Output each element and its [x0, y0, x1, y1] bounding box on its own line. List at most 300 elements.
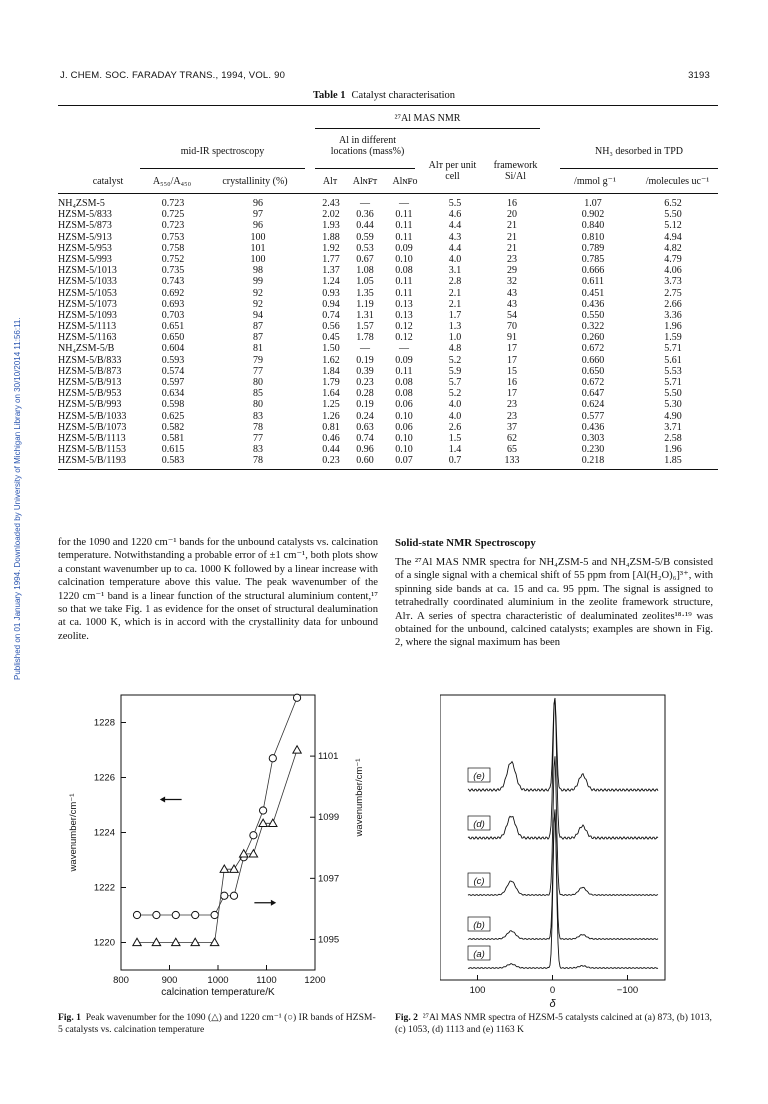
nmr-group-rule: [315, 128, 540, 129]
table-cell: 1.24: [322, 276, 340, 288]
x-tick-label: 1100: [256, 975, 277, 986]
table-cell: 0.723: [161, 198, 185, 209]
table-cell: HZSM-5/B/993: [58, 399, 122, 411]
journal-header: J. CHEM. SOC. FARADAY TRANS., 1994, VOL. 90: [60, 70, 286, 81]
table-cell: 1.4: [448, 444, 462, 456]
figure-2-caption: [395, 1012, 715, 1035]
table-cell: 77: [253, 432, 263, 444]
table-row: [58, 288, 718, 299]
table-cell: 0.28: [356, 388, 374, 400]
table-row: [58, 254, 718, 265]
table-cell: 29: [507, 265, 517, 277]
x-tick-label: 900: [161, 975, 178, 986]
table-cell: NH₄ZSM-5/B: [58, 343, 115, 355]
table-cell: 20: [507, 209, 517, 221]
table-cell: 0.10: [395, 253, 413, 265]
table-cell: HZSM-5/873: [58, 220, 112, 232]
table-cell: 85: [253, 388, 263, 400]
circle-point: [133, 911, 140, 918]
nmr-spectrum-d: [468, 698, 658, 839]
table-cell: 2.43: [322, 198, 340, 209]
table-row: [58, 243, 718, 254]
table-cell: 0.81: [322, 421, 340, 433]
y-right-axis-label: wavenumber/cm⁻¹: [354, 758, 365, 837]
col-header-mmol: /mmol g⁻¹: [574, 176, 616, 187]
table-cell: 17: [507, 354, 517, 366]
triangle-point: [293, 746, 301, 753]
circle-point: [221, 892, 228, 899]
table-cell: 4.4: [448, 220, 462, 232]
delta-axis-label: δ: [549, 998, 556, 1010]
table-cell: 5.50: [664, 209, 682, 221]
table-cell: 0.647: [581, 388, 605, 400]
table-cell: 4.0: [448, 253, 462, 265]
table-cell: 37: [507, 421, 517, 433]
table-cell: 1.79: [322, 377, 340, 388]
table-cell: 98: [253, 265, 263, 277]
col-header-absorbance: A₅₅₀/A₄₅₀: [152, 176, 192, 187]
table-cell: 2.02: [322, 209, 340, 221]
table-cell: 101: [250, 242, 266, 254]
table-cell: 15: [507, 365, 517, 377]
table-top-rule: [58, 105, 718, 106]
table-cell: 0.902: [581, 209, 605, 221]
table-cell: 0.574: [161, 365, 185, 377]
table-cell: 94: [253, 309, 263, 321]
table-row: [58, 366, 718, 377]
table-row: [58, 310, 718, 321]
table-cell: 0.577: [581, 410, 605, 422]
circle-point: [250, 832, 257, 839]
table-cell: 133: [504, 455, 520, 467]
table-cell: 5.5: [448, 198, 462, 209]
table-cell: 0.582: [161, 421, 185, 433]
table-cell: 0.60: [356, 455, 374, 467]
table-cell: 2.6: [448, 421, 462, 433]
table-cell: 0.611: [581, 276, 605, 288]
table-row: [58, 355, 718, 366]
al-locations-rule: [315, 168, 415, 169]
y-left-axis-label: wavenumber/cm⁻¹: [68, 793, 79, 872]
table-cell: 78: [253, 455, 263, 467]
fig2-label: Fig. 2: [395, 1012, 418, 1023]
al-locations-header: Al in different locations (mass%): [330, 135, 405, 157]
y-right-tick-label: 1097: [318, 873, 340, 885]
table-cell: 17: [507, 388, 517, 400]
table-cell: 16: [507, 377, 517, 388]
triangle-point: [172, 938, 180, 945]
table-row: [58, 422, 718, 433]
table-cell: 1.50: [322, 343, 340, 355]
table-cell: 0.13: [395, 309, 413, 321]
table-cell: 5.71: [664, 377, 682, 388]
x-tick-label: 1000: [207, 975, 229, 986]
x-tick-label: 1200: [304, 975, 326, 986]
table-cell: 1.96: [664, 444, 682, 456]
table-cell: 1.31: [356, 309, 374, 321]
table-cell: 3.71: [664, 421, 682, 433]
table-cell: 1.88: [322, 231, 340, 243]
table-cell: 1.05: [356, 276, 374, 288]
table-cell: HZSM-5/953: [58, 242, 112, 254]
table-cell: HZSM-5/B/913: [58, 377, 122, 388]
table-cell: 0.723: [161, 220, 185, 232]
table-cell: 2.75: [664, 287, 682, 299]
table-cell: HZSM-5/1093: [58, 309, 117, 321]
table-cell: 0.625: [161, 410, 185, 422]
table-cell: 1.19: [356, 298, 374, 310]
table-row: [58, 455, 718, 466]
spectrum-label: (e): [473, 771, 485, 782]
table-title: Catalyst characterisation: [351, 90, 456, 101]
table-label: Table 1: [312, 90, 346, 101]
y-left-tick-label: 1222: [93, 882, 115, 894]
col-header-catalyst: catalyst: [92, 176, 124, 187]
table-cell: 5.7: [448, 377, 462, 388]
table-cell: 0.666: [581, 265, 605, 277]
table-cell: 4.90: [664, 410, 682, 422]
table-cell: 0.36: [356, 209, 374, 221]
table-cell: 0.24: [356, 410, 374, 422]
table-cell: 0.63: [356, 421, 374, 433]
table-cell: 0.703: [161, 309, 185, 321]
table-cell: —: [399, 343, 409, 355]
figure-1-chart: [58, 690, 378, 1010]
right-axis-arrowhead: [271, 900, 276, 906]
table-cell: 0.74: [356, 432, 374, 444]
nmr-group-header: ²⁷Al MAS NMR: [394, 113, 461, 124]
table-cell: 0.96: [356, 444, 374, 456]
nmr-spectrum-c: [468, 756, 658, 895]
table-cell: 4.82: [664, 242, 682, 254]
table-cell: 3.1: [448, 265, 462, 277]
spectrum-label: (a): [473, 949, 485, 960]
table-cell: 1.7: [448, 309, 462, 321]
table-cell: HZSM-5/B/1193: [58, 455, 126, 467]
table-cell: 62: [507, 432, 517, 444]
table-cell: 5.53: [664, 365, 682, 377]
framework-header: framework Si/Al: [493, 160, 538, 182]
left-paragraph: for the 1090 and 1220 cm⁻¹ bands for the unbound catalysts vs. calcination temperature. Notwithstanding a probable error of ±1 cm⁻¹, both plots show a constant wavenumber up to ca. 1000 K followed by a linear increase with calcination temperature above this value. The peak wavenumber of the 1220 cm⁻¹ band is a linear function of the structural aluminium content,¹⁷ so that we take Fig. 1 as evidence for the onset of structural dealumination at ca. 1000 K, which is in accord with the crystallinity data for unbound zeolite.: [58, 537, 378, 642]
ir-group-header: mid-IR spectroscopy: [180, 146, 265, 157]
ir-group-rule: [140, 168, 305, 169]
table-cell: 2.66: [664, 298, 682, 310]
table-cell: —: [360, 343, 370, 355]
table-cell: 0.218: [581, 455, 605, 467]
table-cell: 0.23: [356, 377, 374, 388]
table-cell: 1.92: [322, 242, 340, 254]
table-cell: 3.73: [664, 276, 682, 288]
table-cell: 2.8: [448, 276, 462, 288]
circle-point: [230, 892, 237, 899]
table-caption: [0, 90, 768, 101]
table-cell: 54: [507, 309, 517, 321]
y-left-tick-label: 1224: [93, 827, 115, 839]
triangle-point: [152, 938, 160, 945]
table-cell: 6.52: [664, 198, 682, 209]
col-header-alnfo: Alɴꜰᴏ: [392, 176, 418, 187]
table-cell: 5.2: [448, 388, 462, 400]
table-bottom-rule: [58, 469, 718, 470]
table-row: [58, 388, 718, 399]
table-cell: 78: [253, 421, 263, 433]
table-cell: 0.46: [322, 432, 340, 444]
table-row: [58, 232, 718, 243]
table-cell: 0.11: [395, 220, 413, 232]
table-cell: 21: [507, 220, 517, 232]
table-cell: 0.67: [356, 253, 374, 265]
table-cell: 0.693: [161, 298, 185, 310]
y-left-tick-label: 1228: [93, 717, 115, 729]
triangle-point: [210, 938, 218, 945]
table-cell: HZSM-5/1163: [58, 332, 117, 344]
table-cell: HZSM-5/B/833: [58, 354, 122, 366]
triangle-point: [133, 938, 141, 945]
circle-point: [211, 911, 218, 918]
table-cell: 0.436: [581, 421, 605, 433]
spectrum-label: (d): [473, 819, 485, 830]
table-row: [58, 377, 718, 388]
table-cell: 0.753: [161, 231, 185, 243]
table-cell: 97: [253, 209, 263, 221]
table-row: [58, 332, 718, 343]
nmr-spectrum-b: [468, 810, 658, 940]
table-cell: HZSM-5/993: [58, 253, 112, 265]
table-cell: 0.303: [581, 432, 605, 444]
table-cell: 0.634: [161, 388, 185, 400]
table-cell: 5.50: [664, 388, 682, 400]
table-cell: 0.10: [395, 444, 413, 456]
table-cell: 32: [507, 276, 517, 288]
table-cell: 0.810: [581, 231, 605, 243]
table-cell: 0.758: [161, 242, 185, 254]
y-left-tick-label: 1220: [93, 937, 115, 949]
table-cell: 1.0: [448, 332, 462, 344]
download-notice: Published on 01 January 1994. Downloaded by University of Michigan Library on 30/10/2014 11:56:11.: [13, 317, 22, 680]
table-cell: 5.71: [664, 343, 682, 355]
table-cell: 0.597: [161, 377, 185, 388]
table-cell: 5.9: [448, 365, 462, 377]
table-cell: 0.785: [581, 253, 605, 265]
circle-point: [293, 694, 300, 701]
triangle-point: [220, 865, 228, 872]
table-cell: 0.08: [395, 265, 413, 277]
table-cell: 2.58: [664, 432, 682, 444]
delta-tick-label: 100: [469, 985, 486, 996]
table-cell: HZSM-5/B/1073: [58, 421, 127, 433]
table-cell: 0.650: [581, 365, 605, 377]
table-cell: 0.752: [161, 253, 185, 265]
circle-point: [269, 755, 276, 762]
table-cell: 1.35: [356, 287, 374, 299]
table-cell: HZSM-5/B/873: [58, 365, 122, 377]
table-cell: 1.37: [322, 265, 340, 277]
circle-point: [260, 807, 267, 814]
fig1-label: Fig. 1: [58, 1012, 81, 1023]
table-cell: 0.11: [395, 287, 413, 299]
table-cell: 1.85: [664, 455, 682, 467]
table-cell: 1.26: [322, 410, 340, 422]
table-cell: 0.624: [581, 399, 605, 411]
table-row: [58, 321, 718, 332]
table-cell: 23: [507, 410, 517, 422]
triangle-point: [230, 865, 238, 872]
table-row: [58, 299, 718, 310]
table-row: [58, 433, 718, 444]
section-heading: Solid-state NMR Spectroscopy: [395, 537, 536, 549]
right-paragraph: The ²⁷Al MAS NMR spectra for NH₄ZSM-5 and NH₄ZSM-5/B consisted of a single signal with a chemical shift of 55 ppm from [Al(H₂O)₆]³⁺, with spinning side bands at ca. 15 and ca. 95 ppm. The signal is assigned to tetrahedrally coordinated aluminium in the zeolite framework structure, Alᴛ. A series of spectra characteristic of dealuminated zeolites¹⁸·¹⁹ was obtained for the unbound, calcined catalysts; examples are shown in Fig. 2, where the signal maximum has been: [395, 557, 713, 649]
table-cell: 43: [507, 298, 517, 310]
table-cell: 0.260: [581, 332, 605, 344]
table-cell: 0.651: [161, 321, 185, 333]
y-right-tick-label: 1099: [318, 812, 340, 824]
table-cell: 0.93: [322, 287, 340, 299]
table-cell: 21: [507, 231, 517, 243]
table-row: [58, 198, 718, 209]
table-cell: 92: [253, 287, 263, 299]
table-cell: 4.06: [664, 265, 682, 277]
table-cell: HZSM-5/B/1033: [58, 410, 127, 422]
table-cell: HZSM-5/1013: [58, 265, 117, 277]
table-cell: HZSM-5/B/1113: [58, 432, 126, 444]
table-cell: 0.44: [322, 444, 340, 456]
table-cell: HZSM-5/1053: [58, 287, 117, 299]
table-cell: 0.09: [395, 354, 413, 366]
table-cell: 0.12: [395, 321, 413, 333]
table-cell: 23: [507, 253, 517, 265]
table-cell: 1.62: [322, 354, 340, 366]
table-cell: 0.743: [161, 276, 185, 288]
tpd-group-header: NH₃ desorbed in TPD: [594, 146, 684, 157]
table-cell: 0.725: [161, 209, 185, 221]
table-cell: 0.56: [322, 321, 340, 333]
series-1220-line: [137, 698, 297, 915]
table-row: [58, 276, 718, 287]
table-row: [58, 343, 718, 354]
page-number: 3193: [688, 70, 710, 81]
circle-point: [172, 911, 179, 918]
triangle-point: [191, 938, 199, 945]
table-cell: 0.74: [322, 309, 340, 321]
table-cell: 0.11: [395, 209, 413, 221]
table-cell: 2.1: [448, 287, 462, 299]
table-cell: 0.660: [581, 354, 605, 366]
table-cell: 4.4: [448, 242, 462, 254]
table-cell: 0.23: [322, 455, 340, 467]
table-cell: HZSM-5/1113: [58, 321, 117, 333]
table-cell: HZSM-5/1073: [58, 298, 117, 310]
table-cell: 0.581: [161, 432, 185, 444]
table-cell: 0.45: [322, 332, 340, 344]
triangle-point: [269, 819, 277, 826]
table-cell: HZSM-5/913: [58, 231, 112, 243]
table-cell: HZSM-5/B/953: [58, 388, 122, 400]
table-row: [58, 411, 718, 422]
plot-frame: [121, 695, 315, 970]
table-row: [58, 444, 718, 455]
table-cell: 4.8: [448, 343, 462, 355]
table-cell: 1.5: [448, 432, 462, 444]
table-cell: 0.06: [395, 399, 413, 411]
table-cell: 1.57: [356, 321, 374, 333]
table-cell: 0.672: [581, 343, 605, 355]
table-cell: 92: [253, 298, 263, 310]
nmr-spectrum-e: [468, 698, 658, 791]
table-cell: 0.12: [395, 332, 413, 344]
table-cell: 0.436: [581, 298, 605, 310]
table-cell: 0.583: [161, 455, 185, 467]
tpd-group-rule: [560, 168, 718, 169]
table-cell: 0.19: [356, 354, 374, 366]
table-cell: 1.25: [322, 399, 340, 411]
col-header-crystallinity: crystallinity (%): [222, 176, 288, 187]
table-cell: 96: [253, 220, 263, 232]
circle-point: [192, 911, 199, 918]
table-cell: 96: [253, 198, 263, 209]
circle-point: [153, 911, 160, 918]
table-cell: 0.650: [161, 332, 185, 344]
table-cell: 0.604: [161, 343, 185, 355]
table-cell: 5.2: [448, 354, 462, 366]
table-cell: 80: [253, 377, 263, 388]
table-cell: 4.79: [664, 253, 682, 265]
table-cell: 0.59: [356, 231, 374, 243]
table-cell: 0.07: [395, 455, 413, 467]
table-cell: 21: [507, 242, 517, 254]
table-body: [58, 198, 718, 467]
fig2-caption-text: ²⁷Al MAS NMR spectra of HZSM-5 catalysts calcined at (a) 873, (b) 1013, (c) 1053, (d) 1113 and (e) 1163 K: [395, 1012, 712, 1035]
table-row: [58, 220, 718, 231]
table-cell: 1.84: [322, 365, 340, 377]
table-cell: 70: [507, 321, 517, 333]
table-cell: HZSM-5/B/1153: [58, 444, 126, 456]
table-cell: 0.11: [395, 231, 413, 243]
table-cell: 0.735: [161, 265, 185, 277]
table-cell: 100: [250, 253, 266, 265]
table-cell: 65: [507, 444, 517, 456]
table-cell: 1.93: [322, 220, 340, 232]
table-cell: 0.789: [581, 242, 605, 254]
table-cell: —: [360, 198, 370, 209]
table-cell: 0.08: [395, 377, 413, 388]
table-cell: 0.53: [356, 242, 374, 254]
table-cell: 0.593: [161, 354, 185, 366]
table-cell: HZSM-5/833: [58, 209, 112, 221]
y-left-tick-label: 1226: [93, 772, 115, 784]
table-cell: 1.96: [664, 321, 682, 333]
table-cell: 0.10: [395, 410, 413, 422]
table-cell: 43: [507, 287, 517, 299]
fig1-caption-text: Peak wavenumber for the 1090 (△) and 1220 cm⁻¹ (○) IR bands of HZSM-5 catalysts vs. calcination temperature: [58, 1012, 376, 1035]
table-cell: 0.08: [395, 388, 413, 400]
table-cell: 0.39: [356, 365, 374, 377]
table-cell: 91: [507, 332, 517, 344]
table-cell: 17: [507, 343, 517, 355]
figure-2-chart: [440, 690, 680, 1010]
table-cell: 0.09: [395, 242, 413, 254]
table-cell: 3.36: [664, 309, 682, 321]
table-cell: 5.61: [664, 354, 682, 366]
y-right-tick-label: 1101: [318, 751, 339, 763]
table-cell: 0.11: [395, 276, 413, 288]
table-cell: 1.64: [322, 388, 340, 400]
table-cell: 0.11: [395, 365, 413, 377]
table-cell: 5.30: [664, 399, 682, 411]
table-cell: 4.0: [448, 399, 462, 411]
table-cell: 0.94: [322, 298, 340, 310]
table-cell: 23: [507, 399, 517, 411]
table-row: [58, 399, 718, 410]
